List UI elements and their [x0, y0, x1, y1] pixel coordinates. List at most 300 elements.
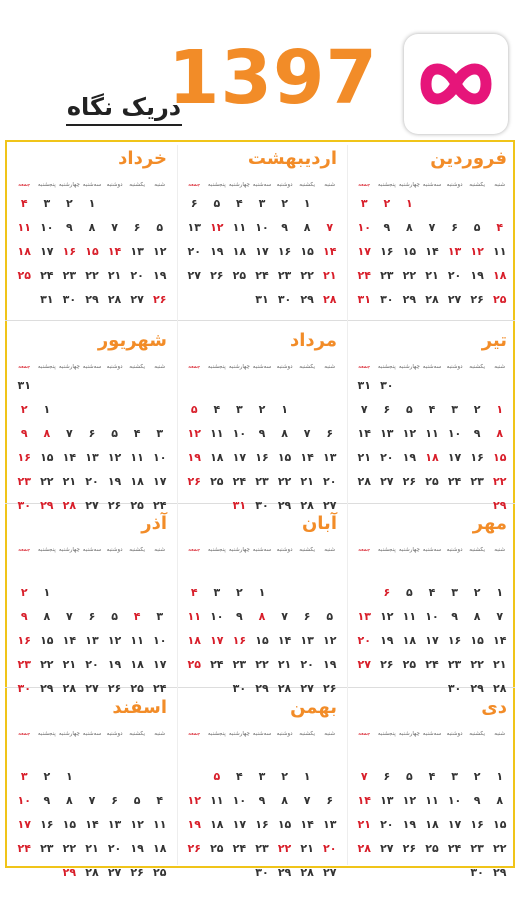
day-cell: ۲۹	[492, 499, 507, 512]
day-cell: ۲۵	[130, 682, 144, 695]
day-cell: ۹	[258, 427, 266, 440]
day-cell: ۲۲	[402, 269, 417, 282]
day-cell: ۴	[236, 770, 243, 783]
day-cell: ۲۸	[425, 293, 439, 306]
month-name: آبان	[301, 513, 337, 534]
day-cell: ۸	[88, 221, 96, 234]
day-cell: ۱۹	[322, 658, 337, 671]
day-grid	[13, 374, 171, 518]
day-cell: ۵	[326, 610, 334, 623]
day-cell	[36, 861, 59, 885]
day-cell: ۸	[281, 794, 288, 807]
weekday-label: جمعه	[18, 364, 31, 370]
day-cell: ۱۰	[210, 610, 224, 623]
day-cell: ۸	[496, 427, 504, 440]
day-cell: ۲۴	[152, 682, 167, 695]
day-cell	[421, 741, 444, 765]
day-cell	[206, 288, 229, 312]
day-cell: ۱۰	[17, 794, 31, 807]
day-grid	[183, 192, 341, 312]
day-cell: ۳۰	[255, 866, 269, 879]
week-row	[353, 192, 511, 216]
day-cell: ۲۸	[300, 866, 314, 879]
weekday-label: پنجشنبه	[207, 364, 226, 370]
weekday-label: پنجشنبه	[207, 182, 226, 188]
day-cell: ۶	[383, 403, 391, 416]
day-cell	[488, 557, 511, 581]
day-cell: ۱۶	[232, 634, 247, 647]
day-cell: ۱	[43, 403, 51, 416]
weekday-header	[183, 729, 341, 739]
day-cell: ۲۵	[17, 269, 31, 282]
weekday-header	[13, 180, 171, 190]
day-cell: ۲۳	[470, 842, 484, 855]
day-cell: ۷	[66, 427, 73, 440]
weekday-label: شنبه	[494, 547, 506, 553]
week-row	[13, 288, 171, 312]
week-row	[353, 240, 511, 264]
day-cell: ۲۶	[130, 866, 144, 879]
weekday-label: جمعه	[18, 182, 31, 188]
day-cell: ۱۵	[40, 634, 54, 647]
day-cell: ۴	[496, 221, 504, 234]
day-cell: ۱۶	[17, 451, 31, 464]
week-row	[353, 557, 511, 581]
weekday-label: جمعه	[18, 547, 31, 553]
day-cell: ۱۴	[62, 451, 77, 464]
day-cell: ۹	[43, 794, 51, 807]
day-cell: ۳۱	[232, 499, 247, 512]
day-cell: ۱۷	[357, 245, 371, 258]
day-cell: ۵	[406, 586, 413, 599]
day-cell	[148, 398, 171, 422]
weekday-label: یکشنبه	[299, 731, 315, 737]
day-cell: ۲۳	[470, 475, 484, 488]
day-cell: ۱۰	[232, 427, 247, 440]
day-cell: ۱۲	[210, 221, 224, 234]
day-cell: ۶	[190, 197, 198, 210]
day-cell: ۲۵	[492, 293, 507, 306]
day-cell: ۸	[281, 427, 288, 440]
day-cell: ۲۲	[277, 475, 292, 488]
day-cell	[126, 192, 149, 216]
day-cell: ۳۰	[380, 293, 394, 306]
day-cell	[353, 581, 376, 605]
day-cell: ۲۴	[447, 475, 462, 488]
weekday-label: جمعه	[188, 731, 201, 737]
day-cell: ۱۳	[107, 818, 122, 831]
day-cell	[206, 741, 229, 765]
weekday-label: سه‌شنبه	[252, 364, 272, 370]
day-cell: ۱۹	[470, 269, 484, 282]
day-cell: ۱۸	[17, 245, 31, 258]
weekday-label: جمعه	[358, 364, 371, 370]
day-cell: ۱۸	[130, 475, 144, 488]
day-cell	[466, 741, 489, 765]
day-cell: ۶	[451, 221, 458, 234]
day-cell: ۴	[428, 403, 436, 416]
day-cell: ۲۳	[17, 475, 31, 488]
day-cell: ۴	[236, 197, 243, 210]
weekday-label: سه‌شنبه	[252, 547, 272, 553]
day-cell: ۱۰	[152, 634, 167, 647]
day-cell: ۲۹	[277, 499, 292, 512]
month-panel	[347, 689, 517, 879]
week-row	[353, 374, 511, 398]
day-cell: ۱۷	[40, 245, 54, 258]
day-cell: ۱۵	[255, 634, 269, 647]
weekday-label: جمعه	[188, 364, 201, 370]
week-row	[353, 422, 511, 446]
day-cell: ۱۸	[130, 658, 144, 671]
day-cell: ۲۲	[277, 842, 292, 855]
day-cell	[318, 765, 341, 789]
week-row	[183, 557, 341, 581]
day-cell	[251, 557, 274, 581]
day-cell	[228, 741, 251, 765]
week-row	[353, 216, 511, 240]
day-cell: ۷	[496, 610, 504, 623]
day-cell: ۲۶	[152, 293, 167, 306]
day-cell: ۱۸	[152, 842, 167, 855]
day-cell	[36, 557, 59, 581]
weekday-label: سه‌شنبه	[82, 731, 102, 737]
weekday-label: سه‌شنبه	[422, 547, 442, 553]
weekday-label: یکشنبه	[299, 364, 315, 370]
day-cell: ۱۲	[187, 794, 201, 807]
day-cell: ۲۰	[300, 658, 314, 671]
weekday-label: شنبه	[324, 547, 336, 553]
day-cell: ۲۰	[187, 245, 201, 258]
day-cell: ۱۰	[447, 427, 462, 440]
day-cell: ۱۳	[447, 245, 462, 258]
week-row	[353, 653, 511, 677]
weekday-label: شنبه	[494, 182, 506, 188]
day-cell: ۱۷	[425, 634, 439, 647]
day-cell	[36, 741, 59, 765]
day-cell: ۱۳	[322, 451, 337, 464]
day-cell: ۵	[213, 770, 221, 783]
day-cell	[296, 741, 319, 765]
day-grid	[13, 192, 171, 312]
day-cell	[81, 557, 104, 581]
day-cell: ۱۶	[62, 245, 77, 258]
weekday-label: پنجشنبه	[377, 182, 396, 188]
day-cell: ۴	[428, 586, 436, 599]
weekday-label: شنبه	[154, 731, 166, 737]
day-cell	[228, 374, 251, 398]
day-cell: ۵	[213, 197, 221, 210]
week-row	[183, 192, 341, 216]
day-cell: ۷	[360, 770, 368, 783]
week-row	[183, 653, 341, 677]
day-cell	[421, 192, 444, 216]
day-cell: ۳۰	[17, 499, 31, 512]
day-cell: ۴	[156, 794, 164, 807]
day-cell: ۸	[43, 427, 51, 440]
day-cell: ۲۱	[492, 658, 507, 671]
day-cell	[228, 557, 251, 581]
day-cell	[488, 374, 511, 398]
day-cell: ۲۲	[85, 269, 99, 282]
week-row	[183, 264, 341, 288]
weekday-header	[353, 545, 511, 555]
day-cell: ۹	[20, 427, 28, 440]
day-cell	[126, 741, 149, 765]
day-cell: ۲۰	[357, 634, 371, 647]
day-cell: ۱۲	[402, 427, 417, 440]
day-cell: ۱۰	[255, 221, 269, 234]
day-cell: ۱۴	[300, 451, 314, 464]
day-cell: ۲۵	[210, 842, 224, 855]
day-cell: ۱۱	[425, 427, 439, 440]
day-cell: ۲	[43, 770, 51, 783]
day-cell: ۲۷	[85, 682, 99, 695]
week-row	[13, 192, 171, 216]
day-cell: ۱	[281, 403, 288, 416]
day-cell: ۱۸	[187, 634, 201, 647]
day-cell	[443, 374, 466, 398]
day-cell: ۲۶	[107, 499, 122, 512]
day-cell: ۲۲	[492, 475, 507, 488]
day-cell: ۱۸	[232, 245, 247, 258]
day-cell: ۲۸	[107, 293, 122, 306]
day-cell: ۱۷	[447, 451, 462, 464]
day-cell: ۳۱	[357, 379, 371, 392]
week-row	[13, 861, 171, 885]
day-cell: ۲۳	[232, 658, 247, 671]
weekday-label: پنجشنبه	[37, 547, 56, 553]
day-cell: ۱۰	[425, 610, 439, 623]
week-row	[183, 837, 341, 861]
day-cell	[126, 765, 149, 789]
day-cell: ۱۵	[492, 818, 507, 831]
day-cell	[148, 557, 171, 581]
day-cell: ۱۵	[470, 634, 484, 647]
weekday-label: چهارشنبه	[58, 731, 80, 737]
month-name: مرداد	[290, 330, 337, 351]
day-cell	[183, 861, 206, 885]
day-cell: ۳	[360, 197, 368, 210]
day-cell: ۳۰	[255, 499, 269, 512]
day-grid	[183, 374, 341, 518]
day-cell: ۲۱	[300, 475, 314, 488]
day-cell	[251, 374, 274, 398]
weekday-label: شنبه	[154, 182, 166, 188]
weekday-label: دوشنبه	[106, 364, 123, 370]
day-grid	[13, 557, 171, 701]
day-cell: ۱۶	[277, 245, 292, 258]
day-cell: ۱۵	[402, 245, 417, 258]
day-cell	[376, 741, 399, 765]
day-cell: ۱۳	[380, 794, 394, 807]
week-row	[353, 288, 511, 312]
weekday-label: شنبه	[154, 547, 166, 553]
day-cell	[353, 557, 376, 581]
day-cell	[148, 741, 171, 765]
week-row	[183, 374, 341, 398]
month-name: دی	[481, 697, 507, 718]
day-cell: ۶	[326, 794, 334, 807]
day-cell: ۱۶	[255, 818, 269, 831]
day-cell: ۲۸	[492, 682, 507, 695]
day-cell: ۲	[473, 586, 481, 599]
day-cell: ۲	[281, 770, 288, 783]
day-cell: ۲۸	[357, 842, 371, 855]
day-cell: ۲۲	[470, 658, 484, 671]
weekday-label: شنبه	[324, 182, 336, 188]
day-cell: ۲	[281, 197, 288, 210]
week-row	[13, 765, 171, 789]
day-cell: ۲۴	[357, 269, 371, 282]
day-cell: ۱	[496, 403, 504, 416]
week-row	[13, 813, 171, 837]
weekday-header	[13, 729, 171, 739]
day-cell: ۲۵	[232, 269, 247, 282]
day-cell: ۱۴	[300, 818, 314, 831]
weekday-label: جمعه	[358, 182, 371, 188]
week-row	[353, 605, 511, 629]
day-cell: ۱۴	[492, 634, 507, 647]
month-panel	[177, 140, 347, 322]
day-cell: ۹	[383, 221, 391, 234]
day-cell: ۹	[20, 610, 28, 623]
infinity-icon	[404, 34, 508, 134]
week-row	[13, 470, 171, 494]
day-cell: ۸	[303, 221, 311, 234]
day-cell: ۲۸	[300, 499, 314, 512]
weekday-label: پنجشنبه	[37, 731, 56, 737]
day-cell: ۱۱	[17, 221, 31, 234]
day-cell: ۷	[360, 403, 368, 416]
month-name: اسفند	[112, 697, 167, 718]
week-row	[183, 741, 341, 765]
day-cell	[488, 192, 511, 216]
day-cell	[36, 374, 59, 398]
day-cell: ۲۸	[357, 475, 371, 488]
week-row	[13, 422, 171, 446]
day-cell: ۱۸	[210, 451, 224, 464]
day-cell: ۹	[473, 427, 481, 440]
day-cell	[103, 192, 126, 216]
day-cell: ۲۵	[402, 658, 417, 671]
day-cell: ۶	[326, 427, 334, 440]
weekday-label: یکشنبه	[129, 364, 145, 370]
day-cell: ۲۵	[130, 499, 144, 512]
day-cell: ۱	[303, 197, 311, 210]
day-cell: ۹	[451, 610, 458, 623]
day-cell	[126, 398, 149, 422]
day-cell: ۳	[213, 586, 221, 599]
week-row	[353, 837, 511, 861]
weekday-label: جمعه	[18, 731, 31, 737]
weekday-label: پنجشنبه	[377, 731, 396, 737]
weekday-label: دوشنبه	[276, 547, 293, 553]
day-cell: ۳۰	[17, 682, 31, 695]
day-cell: ۱۶	[447, 634, 462, 647]
day-cell: ۷	[428, 221, 436, 234]
day-cell: ۲۷	[447, 293, 462, 306]
day-cell	[81, 374, 104, 398]
weekday-label: پنجشنبه	[377, 547, 396, 553]
day-cell: ۲	[66, 197, 73, 210]
day-cell: ۱۲	[107, 451, 122, 464]
day-cell: ۴	[428, 770, 436, 783]
day-cell	[103, 398, 126, 422]
weekday-label: شنبه	[154, 364, 166, 370]
day-cell: ۱۱	[402, 610, 417, 623]
month-name: اردیبهشت	[247, 148, 337, 169]
day-cell	[443, 192, 466, 216]
day-cell: ۲۳	[380, 269, 394, 282]
day-cell	[183, 557, 206, 581]
day-cell: ۲۶	[187, 842, 201, 855]
day-cell	[353, 861, 376, 885]
day-cell: ۲	[473, 770, 481, 783]
day-cell: ۲۴	[425, 658, 439, 671]
day-cell	[228, 861, 251, 885]
day-cell: ۸	[43, 610, 51, 623]
day-cell: ۳۱	[17, 379, 31, 392]
day-cell: ۱۹	[130, 842, 144, 855]
week-row	[13, 653, 171, 677]
day-cell	[148, 765, 171, 789]
day-cell: ۱۷	[152, 475, 167, 488]
day-cell: ۸	[473, 610, 481, 623]
day-cell: ۱۶	[17, 634, 31, 647]
day-cell: ۱۲	[107, 634, 122, 647]
day-cell: ۱۰	[232, 794, 247, 807]
day-cell: ۱۴	[425, 245, 439, 258]
day-cell	[58, 398, 81, 422]
day-cell: ۲۶	[187, 475, 201, 488]
weekday-label: چهارشنبه	[58, 364, 80, 370]
day-cell: ۱۱	[210, 427, 224, 440]
day-cell	[126, 374, 149, 398]
day-cell	[206, 374, 229, 398]
weekday-label: چهارشنبه	[228, 364, 250, 370]
day-cell: ۲۴	[152, 499, 167, 512]
day-cell	[81, 398, 104, 422]
day-cell: ۳۱	[255, 293, 269, 306]
day-cell	[183, 765, 206, 789]
year-title: 1397	[168, 35, 378, 121]
day-cell: ۴	[133, 427, 141, 440]
day-cell: ۲۱	[62, 475, 77, 488]
day-cell	[58, 557, 81, 581]
weekday-label: چهارشنبه	[398, 731, 420, 737]
day-cell: ۱۹	[107, 658, 122, 671]
day-cell: ۱۵	[277, 818, 292, 831]
week-row	[183, 398, 341, 422]
day-cell	[376, 557, 399, 581]
day-cell: ۲۰	[380, 818, 394, 831]
day-cell: ۲۴	[40, 269, 54, 282]
day-cell: ۲۴	[232, 842, 247, 855]
month-name: فروردین	[430, 148, 507, 169]
day-cell: ۶	[303, 610, 311, 623]
day-cell: ۲۷	[85, 499, 99, 512]
day-grid	[353, 374, 511, 518]
month-panel	[7, 140, 177, 322]
day-cell: ۲۲	[300, 269, 314, 282]
day-cell: ۹	[281, 221, 288, 234]
day-cell	[466, 557, 489, 581]
weekday-label: پنجشنبه	[37, 182, 56, 188]
weekday-header	[183, 180, 341, 190]
day-cell: ۲۳	[255, 842, 269, 855]
day-cell	[318, 581, 341, 605]
